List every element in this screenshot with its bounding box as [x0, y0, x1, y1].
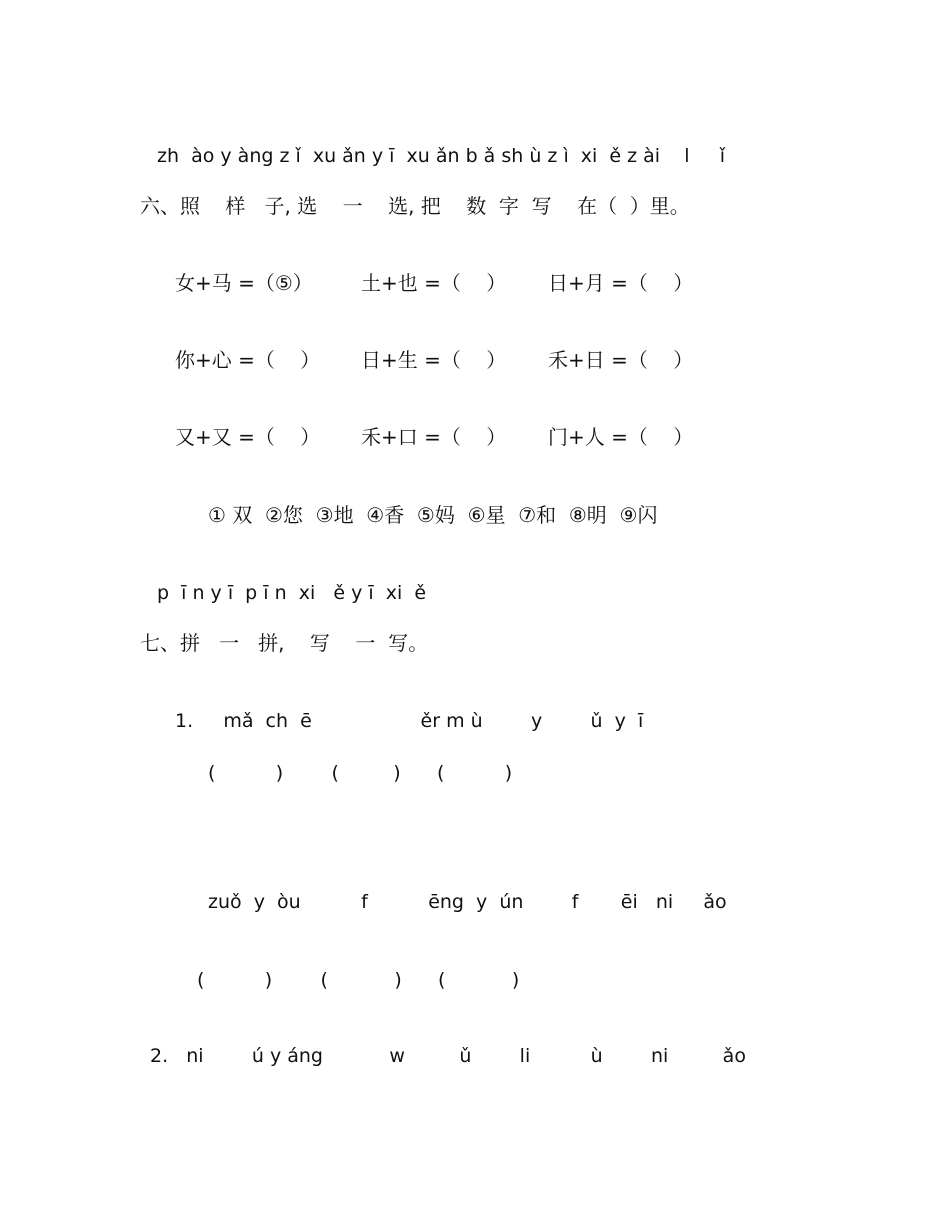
compose-item: 门+人 =（ ） [548, 425, 694, 449]
q2-pinyin-line: 2. ni ú y áng w ǔ li ù ni ǎo [150, 1045, 746, 1067]
q1-answer-parens-a: ( ) ( ) ( ) [208, 762, 513, 784]
q1-pinyin-line-a: 1. mǎ ch ē ěr m ù y ǔ y ī [175, 710, 644, 732]
q1-answer-parens-b: ( ) ( ) ( ) [197, 969, 520, 991]
compose-item: 禾+口 =（ ） [361, 425, 507, 449]
section6-title: 六、照 样 子, 选 一 选, 把 数 字 写 在（ ）里。 [140, 194, 690, 218]
q1-pinyin-line-b: zuǒ y òu f ēng y ún f ēi ni ǎo [208, 891, 727, 913]
compose-item: 女+马 =（⑤） [175, 271, 313, 295]
answer-options: ① 双 ②您 ③地 ④香 ⑤妈 ⑥星 ⑦和 ⑧明 ⑨闪 [208, 503, 658, 527]
compose-item: 你+心 =（ ） [175, 348, 321, 372]
section7-title: 七、拼 一 拼, 写 一 写。 [140, 631, 429, 655]
compose-item: 日+月 =（ ） [548, 271, 694, 295]
section6-pinyin: zh ào y àng z ǐ xu ǎn y ī xu ǎn b ǎ sh ù z ì xi ě z ài l ǐ [157, 145, 725, 167]
compose-item: 土+也 =（ ） [361, 271, 507, 295]
compose-item: 又+又 =（ ） [175, 425, 321, 449]
section7-pinyin: p ī n y ī p ī n xi ě y ī xi ě [157, 582, 427, 604]
compose-item: 禾+日 =（ ） [548, 348, 694, 372]
compose-item: 日+生 =（ ） [361, 348, 507, 372]
